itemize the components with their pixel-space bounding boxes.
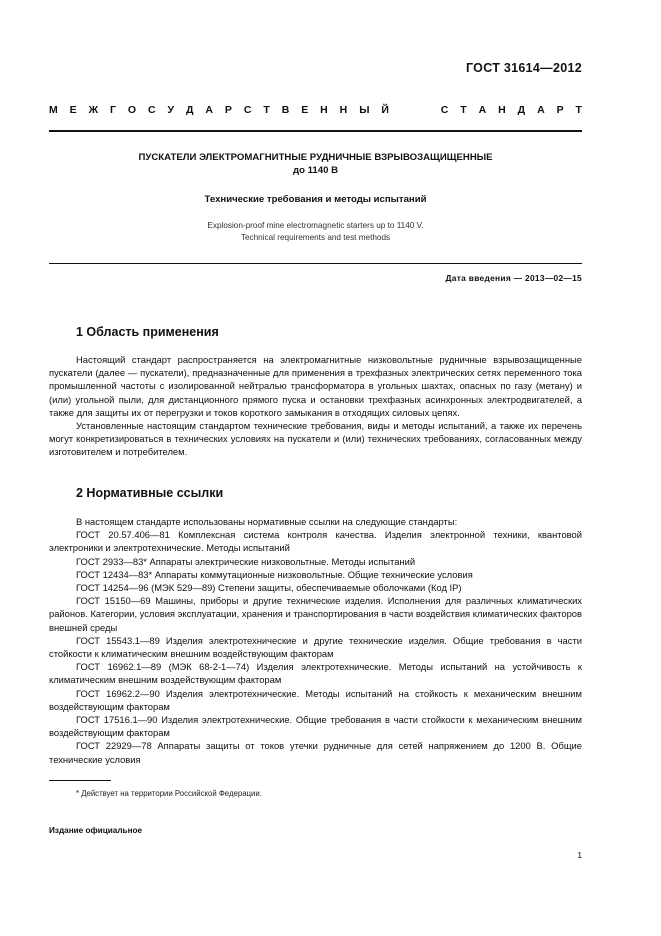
section-1-title: 1 Область применения bbox=[76, 325, 219, 339]
edition-label: Издание официальное bbox=[49, 826, 143, 835]
banner-letter: Р bbox=[224, 104, 232, 116]
reference-item: ГОСТ 16962.1—89 (МЭК 68-2-1—74) Изделия электротехнические. Методы испытаний на устойчивость к климатическим внешним воздействующим факторам bbox=[49, 661, 582, 686]
page-number: 1 bbox=[577, 850, 582, 860]
banner-letter: Н bbox=[498, 104, 506, 116]
footnote-divider bbox=[49, 780, 111, 781]
banner-letter: Р bbox=[556, 104, 564, 116]
paragraph: Установленные настоящим стандартом технические требования, виды и методы испытаний, а также их перечень могут конкретизироваться в технических условиях на пускатели и (или) технических требованиях, согласованных между изготовителем и потребителем. bbox=[49, 420, 582, 458]
english-title-line-2: Technical requirements and test methods bbox=[240, 233, 391, 242]
banner-letter: В bbox=[281, 104, 290, 116]
document-subtitle: Технические требования и методы испытаний bbox=[204, 194, 427, 205]
reference-item: ГОСТ 17516.1—90 Изделия электротехнические. Общие требования в части стойкости к механическим внешним воздействующим факторам bbox=[49, 714, 582, 739]
banner-letter: М bbox=[49, 104, 58, 116]
banner-letter: Д bbox=[185, 104, 194, 116]
banner-word-gap bbox=[401, 104, 429, 116]
banner-letter: А bbox=[537, 104, 545, 116]
banner-letter: Т bbox=[263, 104, 270, 116]
paragraph: В настоящем стандарте использованы нормативные ссылки на следующие стандарты: bbox=[76, 516, 458, 527]
banner-letter: А bbox=[478, 104, 487, 116]
banner-letter: Е bbox=[69, 104, 77, 116]
banner-letter: Н bbox=[339, 104, 348, 116]
section-2-body bbox=[49, 515, 582, 766]
reference-item: ГОСТ 22929—78 Аппараты защиты от токов утечки рудничные для сетей напряжением до 1200 В. Общие технические условия bbox=[49, 740, 582, 765]
reference-item: ГОСТ 16962.2—90 Изделия электротехнические. Методы испытаний на стойкость к механическим внешним воздействующим факторам bbox=[49, 687, 582, 712]
reference-item: ГОСТ 15543.1—89 Изделия электротехнические и другие технические изделия. Общие требования в части стойкости к климатическим внешним воздействующим факторам bbox=[49, 634, 582, 660]
banner-letter: Ы bbox=[359, 104, 370, 116]
reference-item: ГОСТ 14254—96 (МЭК 529—89) Степени защиты, обеспечиваемые оболочками (Код IP) bbox=[76, 582, 462, 594]
banner-letter: Г bbox=[110, 104, 116, 116]
reference-item: ГОСТ 2933—83* Аппараты электрические низковольтные. Методы испытаний bbox=[76, 555, 416, 567]
section-1-body bbox=[49, 353, 582, 459]
reference-item: ГОСТ 12434—83* Аппараты коммутационные низковольтные. Общие технические условия bbox=[76, 568, 473, 580]
section-2-title: 2 Нормативные ссылки bbox=[76, 486, 224, 500]
top-divider bbox=[49, 130, 582, 132]
banner-letter: А bbox=[205, 104, 213, 116]
banner-letter: Е bbox=[301, 104, 309, 116]
title-line-2: до 1140 В bbox=[292, 165, 339, 176]
banner-letter: О bbox=[127, 104, 137, 116]
paragraph: Настоящий стандарт распространяется на электромагнитные низковольтные рудничные взрывозащищенные пускатели (далее — пускатели), предназначенные для применения в трехфазных электрических сетях переменного тока промышленной частоты с изолированной нейтралью трансформатора в угольных шахтах, опасных по газу (метану) и (или) угольной пыли, для дистанционного прямого пуска и остановки трехфазных асинхронных электродвигателей, а также для защиты их от перегрузки и токов короткого замыкания в отходящих силовых цепях. bbox=[49, 354, 582, 418]
banner-letter: Т bbox=[460, 104, 467, 116]
document-title bbox=[49, 151, 582, 177]
standard-banner bbox=[49, 104, 582, 116]
banner-letter: У bbox=[167, 104, 175, 116]
banner-letter: С bbox=[440, 104, 449, 116]
english-title-line-1: Explosion-proof mine electromagnetic starters up to 1140 V. bbox=[207, 221, 424, 230]
banner-letter: С bbox=[243, 104, 252, 116]
banner-letter: С bbox=[148, 104, 156, 116]
reference-item: ГОСТ 20.57.406—81 Комплексная система контроля качества. Изделия электронной техники, квантовой электроники и электротехнические. Методы испытаний bbox=[49, 529, 582, 554]
title-line-1: ПУСКАТЕЛИ ЭЛЕКТРОМАГНИТНЫЕ РУДНИЧНЫЕ ВЗРЫВОЗАЩИЩЕННЫЕ bbox=[138, 152, 493, 163]
banner-letter: Ж bbox=[88, 104, 99, 116]
banner-letter: Т bbox=[575, 104, 582, 116]
title-divider bbox=[49, 263, 582, 264]
banner-letter: Д bbox=[517, 104, 526, 116]
reference-item: ГОСТ 15150—69 Машины, приборы и другие технические изделия. Исполнения для различных климатических районов. Категории, условия эксплуатации, хранения и транспортирования в части воздействия климатических факторов внешней среды bbox=[49, 595, 582, 633]
footnote: * Действует на территории Российской Федерации. bbox=[76, 789, 262, 798]
english-title bbox=[49, 220, 582, 244]
introduction-date: Дата введения — 2013—02—15 bbox=[445, 273, 582, 283]
banner-letter: Н bbox=[320, 104, 328, 116]
banner-letter: Й bbox=[381, 104, 389, 116]
gost-number: ГОСТ 31614—2012 bbox=[465, 61, 582, 75]
